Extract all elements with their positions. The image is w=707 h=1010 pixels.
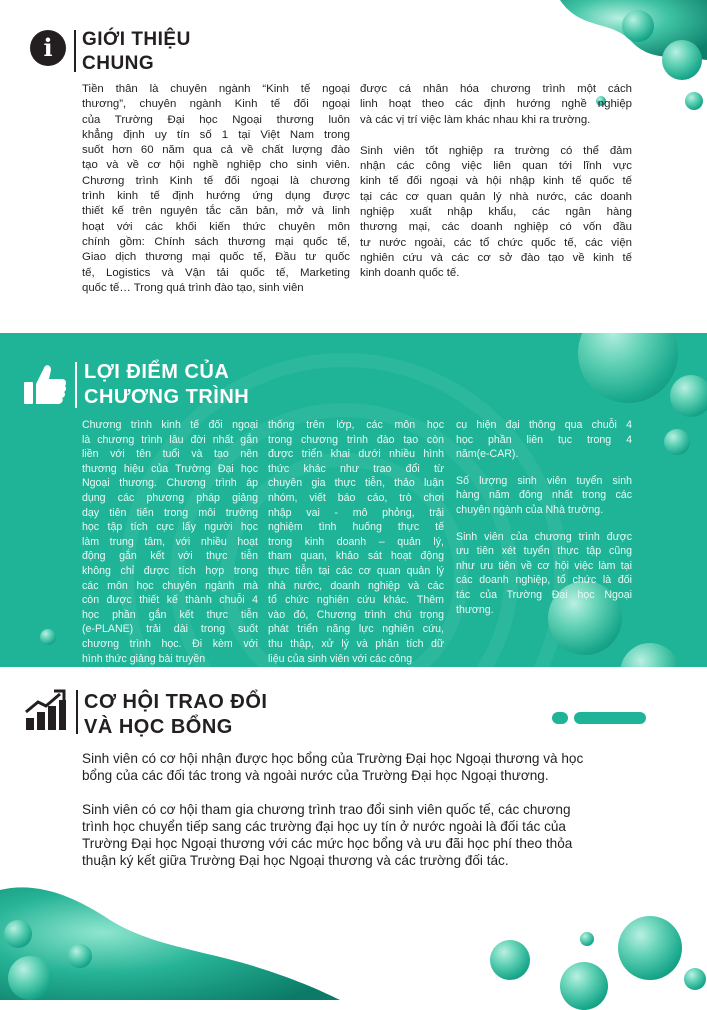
text-line: thương”, chuyên ngành Kinh tế đối ngoại xyxy=(82,98,350,111)
text-line: liền với tên tuổi và tạo nên xyxy=(82,448,258,461)
bubble-decor xyxy=(580,932,594,946)
text-line: Chương trình Kinh tế đối ngoại là chương xyxy=(82,174,350,187)
text-line: chuyên ngành của Nhà trường. xyxy=(456,503,604,516)
bubble-decor xyxy=(620,643,680,667)
text-line: Sinh viên của chương trình được xyxy=(456,530,632,543)
text-line: Sinh viên có cơ hội nhận được học bổng của Trường Đại học Ngoại thương và học xyxy=(82,751,584,766)
text-line: trong chương trình đào tạo còn xyxy=(268,433,444,446)
text-line: trình kinh tế định hướng ứng dụng được xyxy=(82,190,350,203)
text-line: được cá nhân hóa chương trình một cách xyxy=(360,83,632,95)
text-line: nhập vai - mô phỏng, trải xyxy=(268,506,444,519)
intro-column-2 xyxy=(360,82,632,282)
text-line: thuận ký kết giữa Trường Đại học Ngoại thương và các trường đối tác. xyxy=(82,853,509,868)
text-line: thiết kế trên nguyên tắc căn bản, mở và linh xyxy=(82,205,350,218)
text-line: là chương trình lâu đời nhất gắn xyxy=(82,433,258,446)
bubble-decor xyxy=(685,92,703,110)
title-line: GIỚI THIỆU xyxy=(82,29,191,50)
text-line: (e-PLANE) trải dài trong suốt xyxy=(82,623,258,636)
text-line: thương. xyxy=(456,603,494,616)
bubble-decor xyxy=(68,944,92,968)
text-line: quốc tế… Trong quá trình đào tạo, sinh viên xyxy=(82,281,304,294)
text-line: chính gồm: Chính sách thương mại quốc tế, xyxy=(82,235,350,248)
section-title-advantages xyxy=(84,360,249,410)
text-line: tác của Trường Đại học Ngoại xyxy=(456,588,632,601)
exchange-paragraph xyxy=(82,750,642,784)
text-line: của Trường Đại học Ngoại thương luôn xyxy=(82,113,350,126)
text-line: thương mại, các doanh nghiệp có vốn đầu xyxy=(360,221,632,234)
text-line: còn được thiết kế thành chuỗi 4 xyxy=(82,594,258,607)
text-line: trong kinh doanh – quản lý, xyxy=(268,535,444,548)
text-line: phát triển năng lực nghiên cứu, xyxy=(268,623,444,636)
text-line: liệu của sinh viên với các công xyxy=(268,652,413,665)
text-line: linh hoạt theo các định hướng nghề nghiệp xyxy=(360,98,632,111)
text-line: nhận các công việc liên quan tới lĩnh vực xyxy=(360,160,632,173)
exchange-paragraph xyxy=(82,801,642,869)
exchange-text xyxy=(82,750,642,869)
bubble-decor xyxy=(684,968,706,990)
text-line: chương trình học. Đi kèm với xyxy=(82,637,258,650)
bubble-decor xyxy=(618,916,682,980)
bubble-decor xyxy=(4,920,32,948)
text-line: trình học chuyển tiếp sang các trường đại học uy tín ở nước ngoài là đối tác của xyxy=(82,819,566,834)
text-line: học phần gắn kết thực tiễn xyxy=(82,608,258,621)
bubble-decor xyxy=(664,429,690,455)
text-line: kinh doanh quốc tế. xyxy=(360,267,460,280)
text-line: không chỉ được tích hợp trong xyxy=(82,564,258,577)
bubble-decor xyxy=(578,333,678,403)
text-line: ưu tiên xét tuyển thực tập cũng xyxy=(456,545,632,558)
text-line: thương hiệu của Trường Đại học xyxy=(82,462,258,475)
text-line: thống trên lớp, các môn học xyxy=(268,419,444,431)
text-line: nghiệp xuất nhập khẩu, các ngân hàng xyxy=(360,206,632,219)
advantages-column-2 xyxy=(268,418,444,666)
text-line: suốt hơn 60 năm qua cả về chất lượng đào xyxy=(82,144,350,157)
thumbs-up-icon xyxy=(22,362,68,406)
text-line: Giao dịch thương mại quốc tế, Đầu tư quốc xyxy=(82,251,350,264)
advantages-paragraph xyxy=(456,418,632,462)
advantages-paragraph xyxy=(456,474,632,518)
text-line: nghiệm tình huống thực tế xyxy=(268,521,444,534)
bubble-decor xyxy=(8,956,52,1000)
text-line: các doanh nghiệp, tổ chức là đối xyxy=(456,574,632,587)
text-line: chuyên gia thực tiễn, thảo luận xyxy=(268,477,444,490)
text-line: tế, Logistics và Vận tải quốc tế, Marketing xyxy=(82,266,350,279)
bubble-decor xyxy=(622,10,654,42)
text-line: thức khác như trao đổi từ xyxy=(268,462,444,475)
intro-column-1 xyxy=(82,82,350,296)
text-line: thực tiễn tại các cơ quan quản lý xyxy=(268,564,444,577)
bubble-decor xyxy=(662,40,702,80)
text-line: Trường Đại học Ngoại thương với các mức học bổng và ưu đãi học phí theo thỏa xyxy=(82,836,573,851)
text-line: học tập tích cực lấy người học xyxy=(82,521,258,534)
text-line: kinh tế đối ngoại và hội nhập kinh tế quốc tế xyxy=(360,175,632,188)
text-line: các môn học chuyên ngành mà xyxy=(82,579,258,592)
text-line: được triển khai dưới nhiều hình xyxy=(268,448,444,461)
text-line: Ngoại thương. Chương trình áp xyxy=(82,477,258,490)
text-line: cụ hiện đại thông qua chuỗi 4 xyxy=(456,419,632,431)
text-line: khẳng định uy tín số 1 tại Việt Nam trong xyxy=(82,128,350,141)
title-line: CHƯƠNG TRÌNH xyxy=(84,386,250,408)
section-title-intro xyxy=(82,28,191,76)
title-line: CHUNG xyxy=(82,53,155,74)
text-line: dụng các phương pháp giảng xyxy=(82,491,258,504)
text-line: tại các cơ quan quản lý nhà nước, các doanh xyxy=(360,190,632,203)
text-line: nhóm, viết báo cáo, trò chơi xyxy=(268,491,444,504)
title-divider xyxy=(76,690,78,734)
text-line: nghiên cứu và các cơ sở đào tạo về kinh tế xyxy=(360,251,632,264)
bubble-decor xyxy=(490,940,530,980)
info-icon: i xyxy=(30,30,66,66)
bubble-decor xyxy=(40,629,56,645)
title-divider xyxy=(74,30,76,72)
title-line: VÀ HỌC BỔNG xyxy=(84,716,233,738)
section-title-exchange xyxy=(84,690,267,740)
title-divider xyxy=(75,362,77,408)
text-line: vào đó, Chương trình chú trọng xyxy=(268,608,444,621)
text-line: thu thập, xử lý và phân tích dữ xyxy=(268,637,444,650)
text-line: bổng của các đối tác trong và ngoài nước của Trường Đại học Ngoại thương. xyxy=(82,768,549,783)
advantages-column-3 xyxy=(456,418,632,617)
bubble-decor xyxy=(670,375,707,417)
text-line: Sinh viên có cơ hội tham gia chương trình trao đổi sinh viên quốc tế, các chương xyxy=(82,802,571,817)
text-line: Chương trình kinh tế đối ngoại xyxy=(82,419,258,431)
text-line: hoạt với các khối kiến thức chuyên môn xyxy=(82,220,350,233)
intro-paragraph xyxy=(360,144,632,282)
text-line: học phần liên tục trong 4 xyxy=(456,433,632,446)
text-line: nhà nước, doanh nghiệp và các xyxy=(268,579,444,592)
advantages-paragraph xyxy=(456,530,632,618)
decor-pill xyxy=(552,712,568,724)
text-line: tạo và về cơ hội nghề nghiệp cho sinh viên. xyxy=(82,159,350,172)
advantages-column-1 xyxy=(82,418,258,666)
text-line: tư nước ngoài, các tổ chức quốc tế, các viện xyxy=(360,236,632,249)
text-line: tổ chức nghiên cứu khác. Thêm xyxy=(268,594,444,607)
text-line: Số lượng sinh viên tuyển sinh xyxy=(456,474,632,487)
growth-chart-icon xyxy=(24,688,68,732)
text-line: năm(e-CAR). xyxy=(456,448,519,461)
title-line: CƠ HỘI TRAO ĐỔI xyxy=(84,691,268,713)
text-line: làm trung tâm, với nhiều hoạt xyxy=(82,535,258,548)
decor-pill xyxy=(574,712,646,724)
text-line: dạy tiên tiến trong môi trường xyxy=(82,506,258,519)
title-line: LỢI ĐIỂM CỦA xyxy=(84,361,230,383)
text-line: tham quan, khảo sát hoạt động xyxy=(268,550,444,563)
intro-paragraph xyxy=(360,82,632,128)
bubble-decor xyxy=(560,962,608,1010)
text-line: Tiền thân là chuyên ngành “Kinh tế ngoại xyxy=(82,83,350,95)
text-line: như ưu tiên về cơ hội việc làm tại xyxy=(456,559,632,572)
text-line: và các vị trí việc làm khác nhau khi ra trường. xyxy=(360,113,591,126)
text-line: hàng năm đông nhất trong các xyxy=(456,489,632,502)
text-line: Sinh viên tốt nghiệp ra trường có thể đảm xyxy=(360,144,632,157)
text-line: hình thức giảng bài truyền xyxy=(82,652,206,665)
text-line: động gắn kết với thực tiễn xyxy=(82,550,258,563)
